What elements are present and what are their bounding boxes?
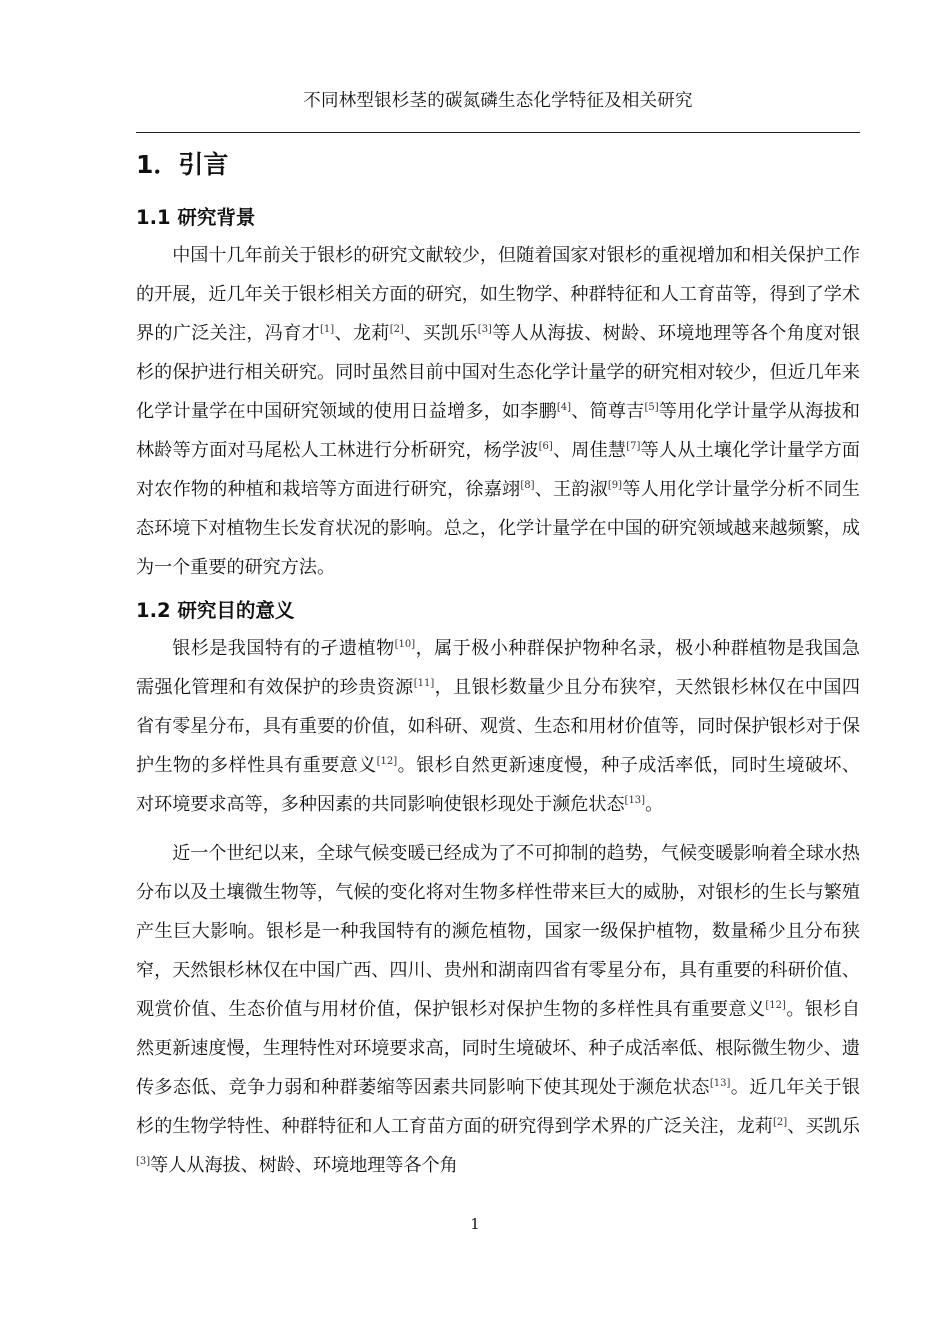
section-heading-background: 1.1 研究背景 (136, 206, 256, 229)
header-divider (136, 132, 860, 133)
page-number: 1 (470, 1215, 480, 1233)
paragraph-text: 、龙莉 (334, 323, 390, 344)
paragraph-text: 等人从海拔、树龄、环境地理等各个角 (150, 1155, 458, 1176)
paragraph-text: 等人用化学计量学分析不同生态环境下对植物生长发育状况的影响。总之，化学计量学在中国的研究领域越来越频繁，成为一个重要的研究方法。 (136, 479, 860, 578)
citation-ref: [1] (320, 324, 335, 335)
paragraph-text: 。近几年关于银杉的生物学特性、种群特征和人工育苗方面的研究得到学术界的广泛关注，龙莉 (136, 1077, 860, 1137)
paragraph-text: 银杉是我国特有的孑遗植物 (172, 638, 395, 659)
chapter-heading: 1．引言 (136, 150, 229, 179)
citation-ref: [13] (624, 795, 646, 806)
paragraph-text: ，且银杉数量少且分布狭窄，天然银杉林仅在中国四省有零星分布，具有重要的价值，如科研、观赏、生态和用材价值等，同时保护银杉对于保护生物的多样性具有重要意义 (136, 677, 860, 776)
paragraph-purpose-1 (136, 629, 860, 824)
citation-ref: [3] (136, 1156, 151, 1167)
paragraph-text: 等用化学计量学从海拔和林龄等方面对马尾松人工林进行分析研究，杨学波 (136, 401, 860, 461)
citation-ref: [8] (520, 480, 535, 491)
paragraph-text: 、王韵淑 (534, 479, 608, 500)
citation-ref: [12] (765, 1000, 786, 1011)
paragraph-text: 。银杉自然更新速度慢，种子成活率低，同时生境破坏、对环境要求高等，多种因素的共同影响使银杉现处于濒危状态 (136, 755, 860, 815)
citation-ref: [2] (389, 324, 404, 335)
paragraph-text: 中国十几年前关于银杉的研究文献较少，但随着国家对银杉的重视增加和相关保护工作的开展，近几年关于银杉相关方面的研究，如生物学、种群特征和人工育苗等，得到了学术界的广泛关注，冯育才 (136, 245, 860, 344)
citation-ref: [2] (773, 1117, 788, 1128)
running-header-title: 不同林型银杉茎的碳氮磷生态化学特征及相关研究 (303, 91, 693, 111)
paragraph-text: 等人从海拔、树龄、环境地理等各个角度对银杉的保护进行相关研究。同时虽然目前中国对生态化学计量学的研究相对较少，但近几年来化学计量学在中国研究领域的使用日益增多，如李鹏 (136, 323, 860, 422)
paragraph-text: 。银杉自然更新速度慢，生理特性对环境要求高，同时生境破坏、种子成活率低、根际微生物少、遗传多态低、竞争力弱和种群萎缩等因素共同影响下使其现处于濒危状态 (136, 999, 860, 1098)
paragraph-text: 近一个世纪以来，全球气候变暖已经成为了不可抑制的趋势，气候变暖影响着全球水热分布以及土壤微生物等，气候的变化将对生物多样性带来巨大的威胁，对银杉的生长与繁殖产生巨大影响。银杉是一种我国特有的濒危植物，国家一级保护植物，数量稀少且分布狭窄，天然银杉林仅在中国广西、四川、贵州和湖南四省有零星分布，具有重要的科研价值、观赏价值、生态价值与用材价值，保护银杉对保护生物的多样性具有重要意义 (136, 843, 860, 1020)
section-heading-purpose: 1.2 研究目的意义 (136, 599, 295, 622)
citation-ref: [6] (538, 441, 553, 452)
paragraph-text: 、买凯乐 (403, 323, 478, 344)
paragraph-text: ，属于极小种群保护物种名录，极小种群植物是我国急需强化管理和有效保护的珍贵资源 (136, 638, 860, 698)
citation-ref: [4] (556, 402, 572, 413)
citation-ref: [7] (626, 441, 641, 452)
citation-ref: [13] (709, 1078, 731, 1089)
paragraph-purpose-2 (136, 834, 860, 1185)
citation-ref: [10] (394, 639, 416, 650)
citation-ref: [11] (413, 678, 435, 689)
citation-ref: [5] (644, 402, 659, 413)
document-body (136, 142, 860, 1185)
paragraph-text: 、周佳慧 (552, 440, 627, 461)
paragraph-background (136, 236, 860, 587)
citation-ref: [3] (477, 324, 492, 335)
paragraph-text: 、买凯乐 (787, 1116, 860, 1137)
citation-ref: [12] (376, 756, 398, 767)
citation-ref: [9] (607, 480, 623, 491)
paragraph-text: 。 (645, 794, 664, 815)
paragraph-text: 等人从土壤化学计量学方面对农作物的种植和栽培等方面进行研究，徐嘉翊 (136, 440, 860, 500)
paragraph-text: 、简尊吉 (571, 401, 645, 422)
